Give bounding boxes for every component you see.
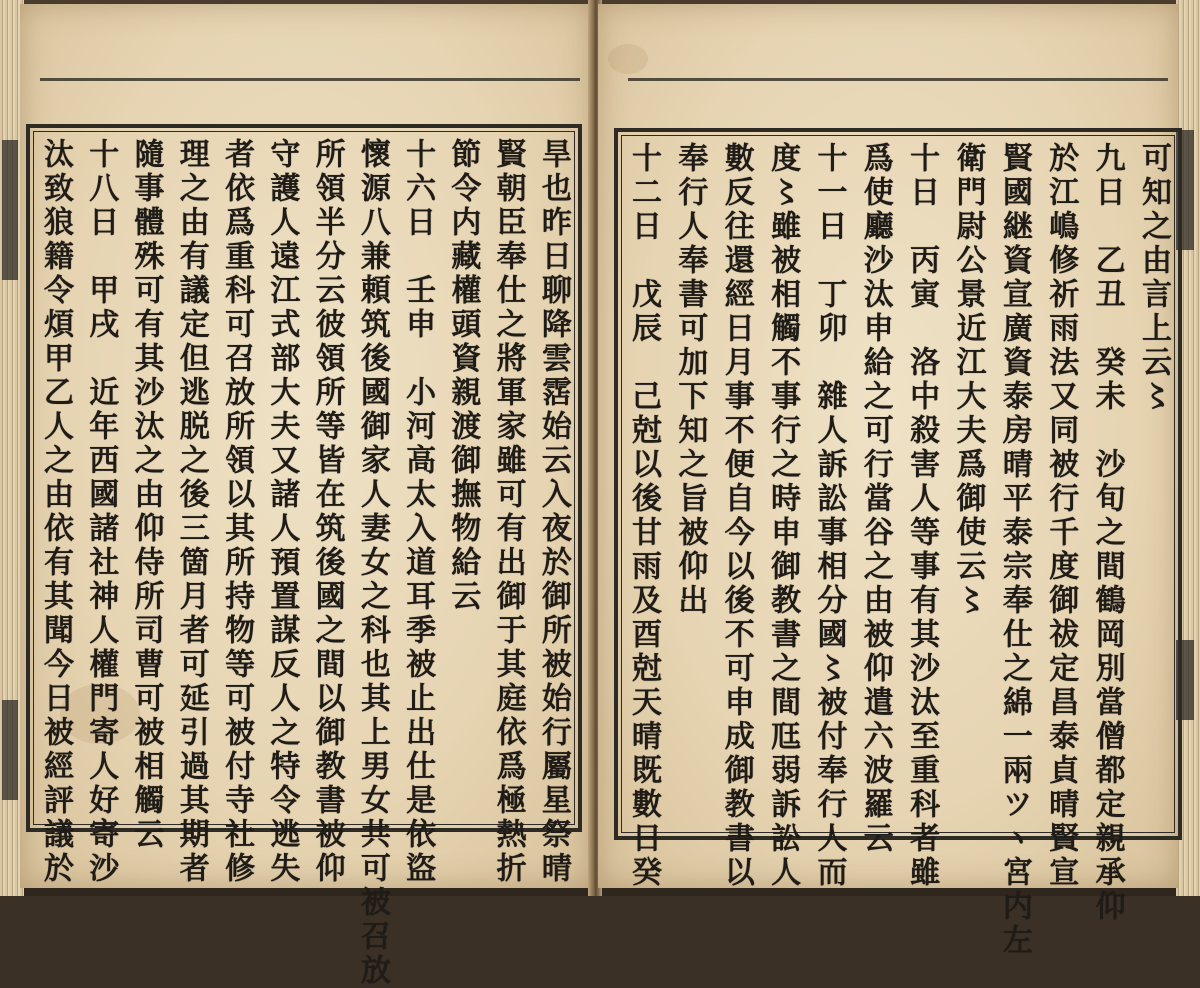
- text-column: 奉行人奉書可加下知之旨被仰出: [672, 142, 708, 618]
- text-column: 十日 丙寅 洛中殺害人等事有其沙汰至重科者雖: [904, 142, 940, 890]
- text-column: 十二日 戊辰 己尅以後甘雨及酉尅天晴既數日癸: [626, 142, 661, 890]
- text-column: 十六日 壬申 小河高太入道耳季被止出仕是依盜: [400, 138, 436, 886]
- edge-ink-mark: [1176, 130, 1194, 250]
- paper-stain: [608, 44, 648, 74]
- text-columns: [38, 138, 571, 988]
- text-column: 度〻雖被相觸不事行之時申御教書之間尫弱訴訟人: [765, 142, 801, 890]
- text-column: 者依爲重科可召放所領以其所持物等可被付寺社修: [219, 138, 255, 886]
- right-page: [598, 4, 1178, 958]
- text-column: 汰致狼籍令煩甲乙人之由依有其聞今日被經評議於: [38, 138, 73, 886]
- text-column: 節令内藏權頭資親渡御撫物給云: [445, 138, 481, 614]
- text-frame: [614, 128, 1182, 958]
- text-column: 賢國継資宣廣資泰房晴平泰宗奉仕之綿一兩ツヽ宮内左: [996, 142, 1032, 958]
- text-column: 於江嶋修祈雨法又同被行千度御祓定昌泰貞晴賢宣: [1043, 142, 1079, 890]
- top-rule: [628, 78, 1168, 81]
- text-column: 數反往還經日月事不便自今以後不可申成御教書以: [718, 142, 754, 890]
- text-columns: [626, 142, 1171, 958]
- text-column: 賢朝臣奉仕之將軍家雖可有出御于其庭依爲極熱折: [490, 138, 526, 886]
- text-column: 懷源八兼頼筑後國御家人妻女之科也其上男女共可被召放: [354, 138, 390, 988]
- text-column: 十八日 甲戌 近年西國諸社神人權門寄人好寄沙: [83, 138, 119, 886]
- edge-ink-mark: [1176, 640, 1194, 720]
- text-column: 隨事體殊可有其沙汰之由仰侍所司曹可被相觸云: [128, 138, 164, 852]
- text-column: 理之由有議定但逃脱之後三箇月者可延引過其期者: [173, 138, 209, 886]
- text-column: 衛門尉公景近江大夫爲御使云〻: [950, 142, 986, 618]
- text-column: 九日 乙丑 癸未 沙旬之間鶴岡別當僧都定親承仰: [1089, 142, 1125, 924]
- text-column: 可知之由言上云〻: [1135, 142, 1171, 414]
- text-column: 旱也昨日聊降雲霑始云入夜於御所被始行屬星祭晴: [535, 138, 571, 886]
- edge-ink-mark: [2, 700, 18, 800]
- text-column: 守護人遠江式部大夫又諸人預置謀反人之特令逃失: [264, 138, 300, 886]
- top-rule: [40, 78, 580, 81]
- text-column: 十一日 丁卯 雜人訴訟事相分國〻被付奉行人而: [811, 142, 847, 890]
- left-page: [20, 4, 592, 988]
- edge-ink-mark: [2, 140, 18, 280]
- text-column: 所領半分云彼領所等皆在筑後國之間以御教書被仰: [309, 138, 345, 886]
- text-column: 爲使廳沙汰申給之可行當谷之由被仰遣六波羅云: [857, 142, 893, 856]
- text-frame: [26, 124, 582, 988]
